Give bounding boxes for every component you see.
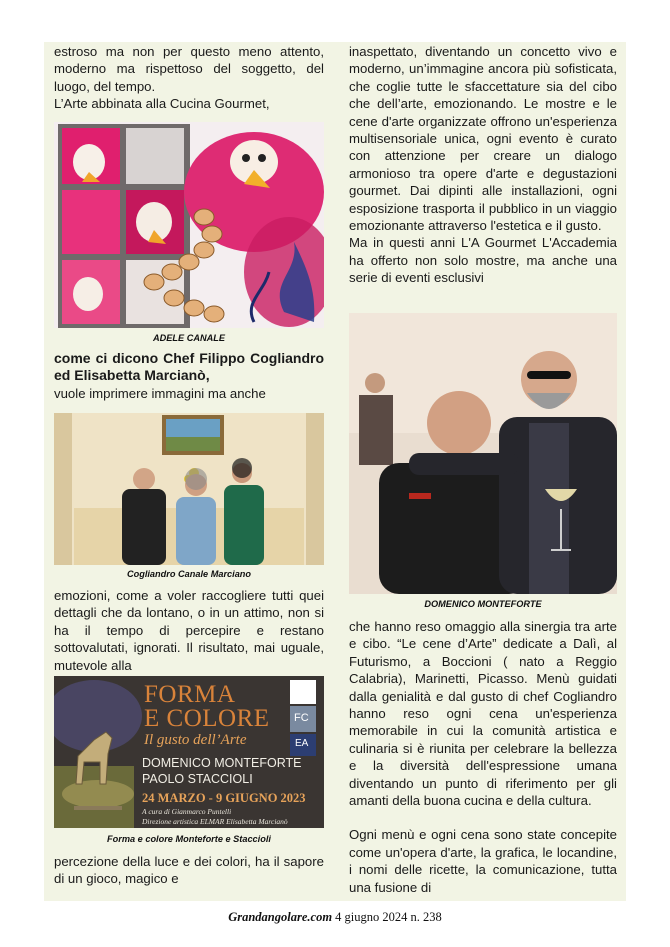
left-column-4: [54, 853, 324, 888]
left-column-2: [54, 350, 324, 402]
poster-forma-e-colore: [54, 676, 324, 828]
poster-badge-ea: EA: [295, 738, 309, 749]
left-column: [54, 43, 324, 113]
right-paragraph-2: Ma in questi anni L'A Gourmet L'Accademia ha offerto non solo mostre, ma anche una serie di eventi esclusivi: [349, 235, 617, 286]
left-paragraph-1: estroso ma non per questo meno attento, moderno ma rispettoso del soggetto, del luogo, del tempo.: [54, 44, 324, 94]
left-paragraph-5: percezione della luce e dei colori, ha il sapore di un gioco, magico e: [54, 854, 324, 887]
poster-title-1: FORMA: [144, 681, 236, 708]
caption-cogliandro-canale-marciano: Cogliandro Canale Marciano: [126, 569, 252, 579]
poster-direction: Direzione artistica ELMAR Elisabetta Marcianò: [142, 817, 288, 826]
footer-date: 4 giugno 2024 n. 238: [335, 910, 442, 924]
left-column-3: [54, 587, 324, 674]
right-column-2: [349, 618, 617, 896]
poster-subtitle: Il gusto dell’Arte: [144, 732, 247, 748]
right-column: [349, 43, 617, 287]
right-paragraph-4: Ogni menù e ogni cena sono state concepite come un'opera d'arte, la grafica, le locandine, i nomi delle ricette, la comunicazione, tutta una fusione di: [349, 827, 617, 895]
poster-curator: A cura di Gianmarco Puntelli: [142, 807, 232, 816]
left-paragraph-4: emozioni, come a voler raccogliere tutti quei dettagli che da lontano, o in un attimo, non si ha il tempo di percepire e restano sottovalutati, ignorati. Il risultato, mai uguale, mutevole alla: [54, 588, 324, 673]
poster-title-2: E COLORE: [144, 705, 270, 732]
page-footer: [0, 910, 670, 925]
poster-dates: 24 MARZO - 9 GIUGNO 2023: [142, 791, 306, 805]
right-paragraph-3: che hanno reso omaggio alla sinergia tra arte e cibo. “Le cene d’Arte” dedicate a Dalì, al Futurismo, a Boccioni ( nato a Reggio Calabria), Marinetti, Picasso. Menù guidati dalla genialità e dal gusto di chef Cogliandro hanno reso ogni cena un'esperienza memorabile in cui la comunità artistica e culinaria si è riunita per celebrare la bellezza e la diversità dell'espressione umana diventando un punto di riferimento per gli amanti della buona cucina e della cultura.: [349, 619, 617, 809]
caption-domenico-monteforte: DOMENICO MONTEFORTE: [424, 599, 542, 609]
caption-forma-e-colore: Forma e colore Monteforte e Staccioli: [107, 834, 271, 844]
caption-adele-canale: ADELE CANALE: [153, 333, 225, 343]
poster-artist-2: PAOLO STACCIOLI: [142, 772, 253, 786]
left-paragraph-2: L’Arte abbinata alla Cucina Gourmet,: [54, 96, 270, 112]
painting-image-adele-canale: [54, 122, 324, 328]
left-bold-heading: come ci dicono Chef Filippo Cogliandro ed Elisabetta Marcianò,: [54, 350, 324, 384]
photo-cogliandro-canale-marciano: [54, 413, 324, 565]
left-paragraph-3: vuole imprimere immagini ma anche: [54, 385, 266, 401]
footer-site: Grandangolare.com: [228, 910, 333, 924]
photo-domenico-monteforte: [349, 313, 617, 594]
poster-artist-1: DOMENICO MONTEFORTE: [142, 756, 302, 770]
poster-badge-fc: FC: [294, 712, 309, 724]
right-paragraph-1: inaspettato, diventando un concetto vivo e moderno, un’immagine ancora più sofisticata, che coglie tutte le sfaccettature sia del cibo che dell’arte, emozionando. Le mostre e le cene d'arte organizzate offrono un'esperienza multisensoriale unica, ogni evento è curato con attenzione per creare un dialogo armonioso tra opere d'arte e degustazioni gourmet. Dai dipinti alle installazioni, ogni esposizione trasporta il pubblico in un viaggio emozionante attraverso l'estetica e il gusto.: [349, 44, 617, 234]
